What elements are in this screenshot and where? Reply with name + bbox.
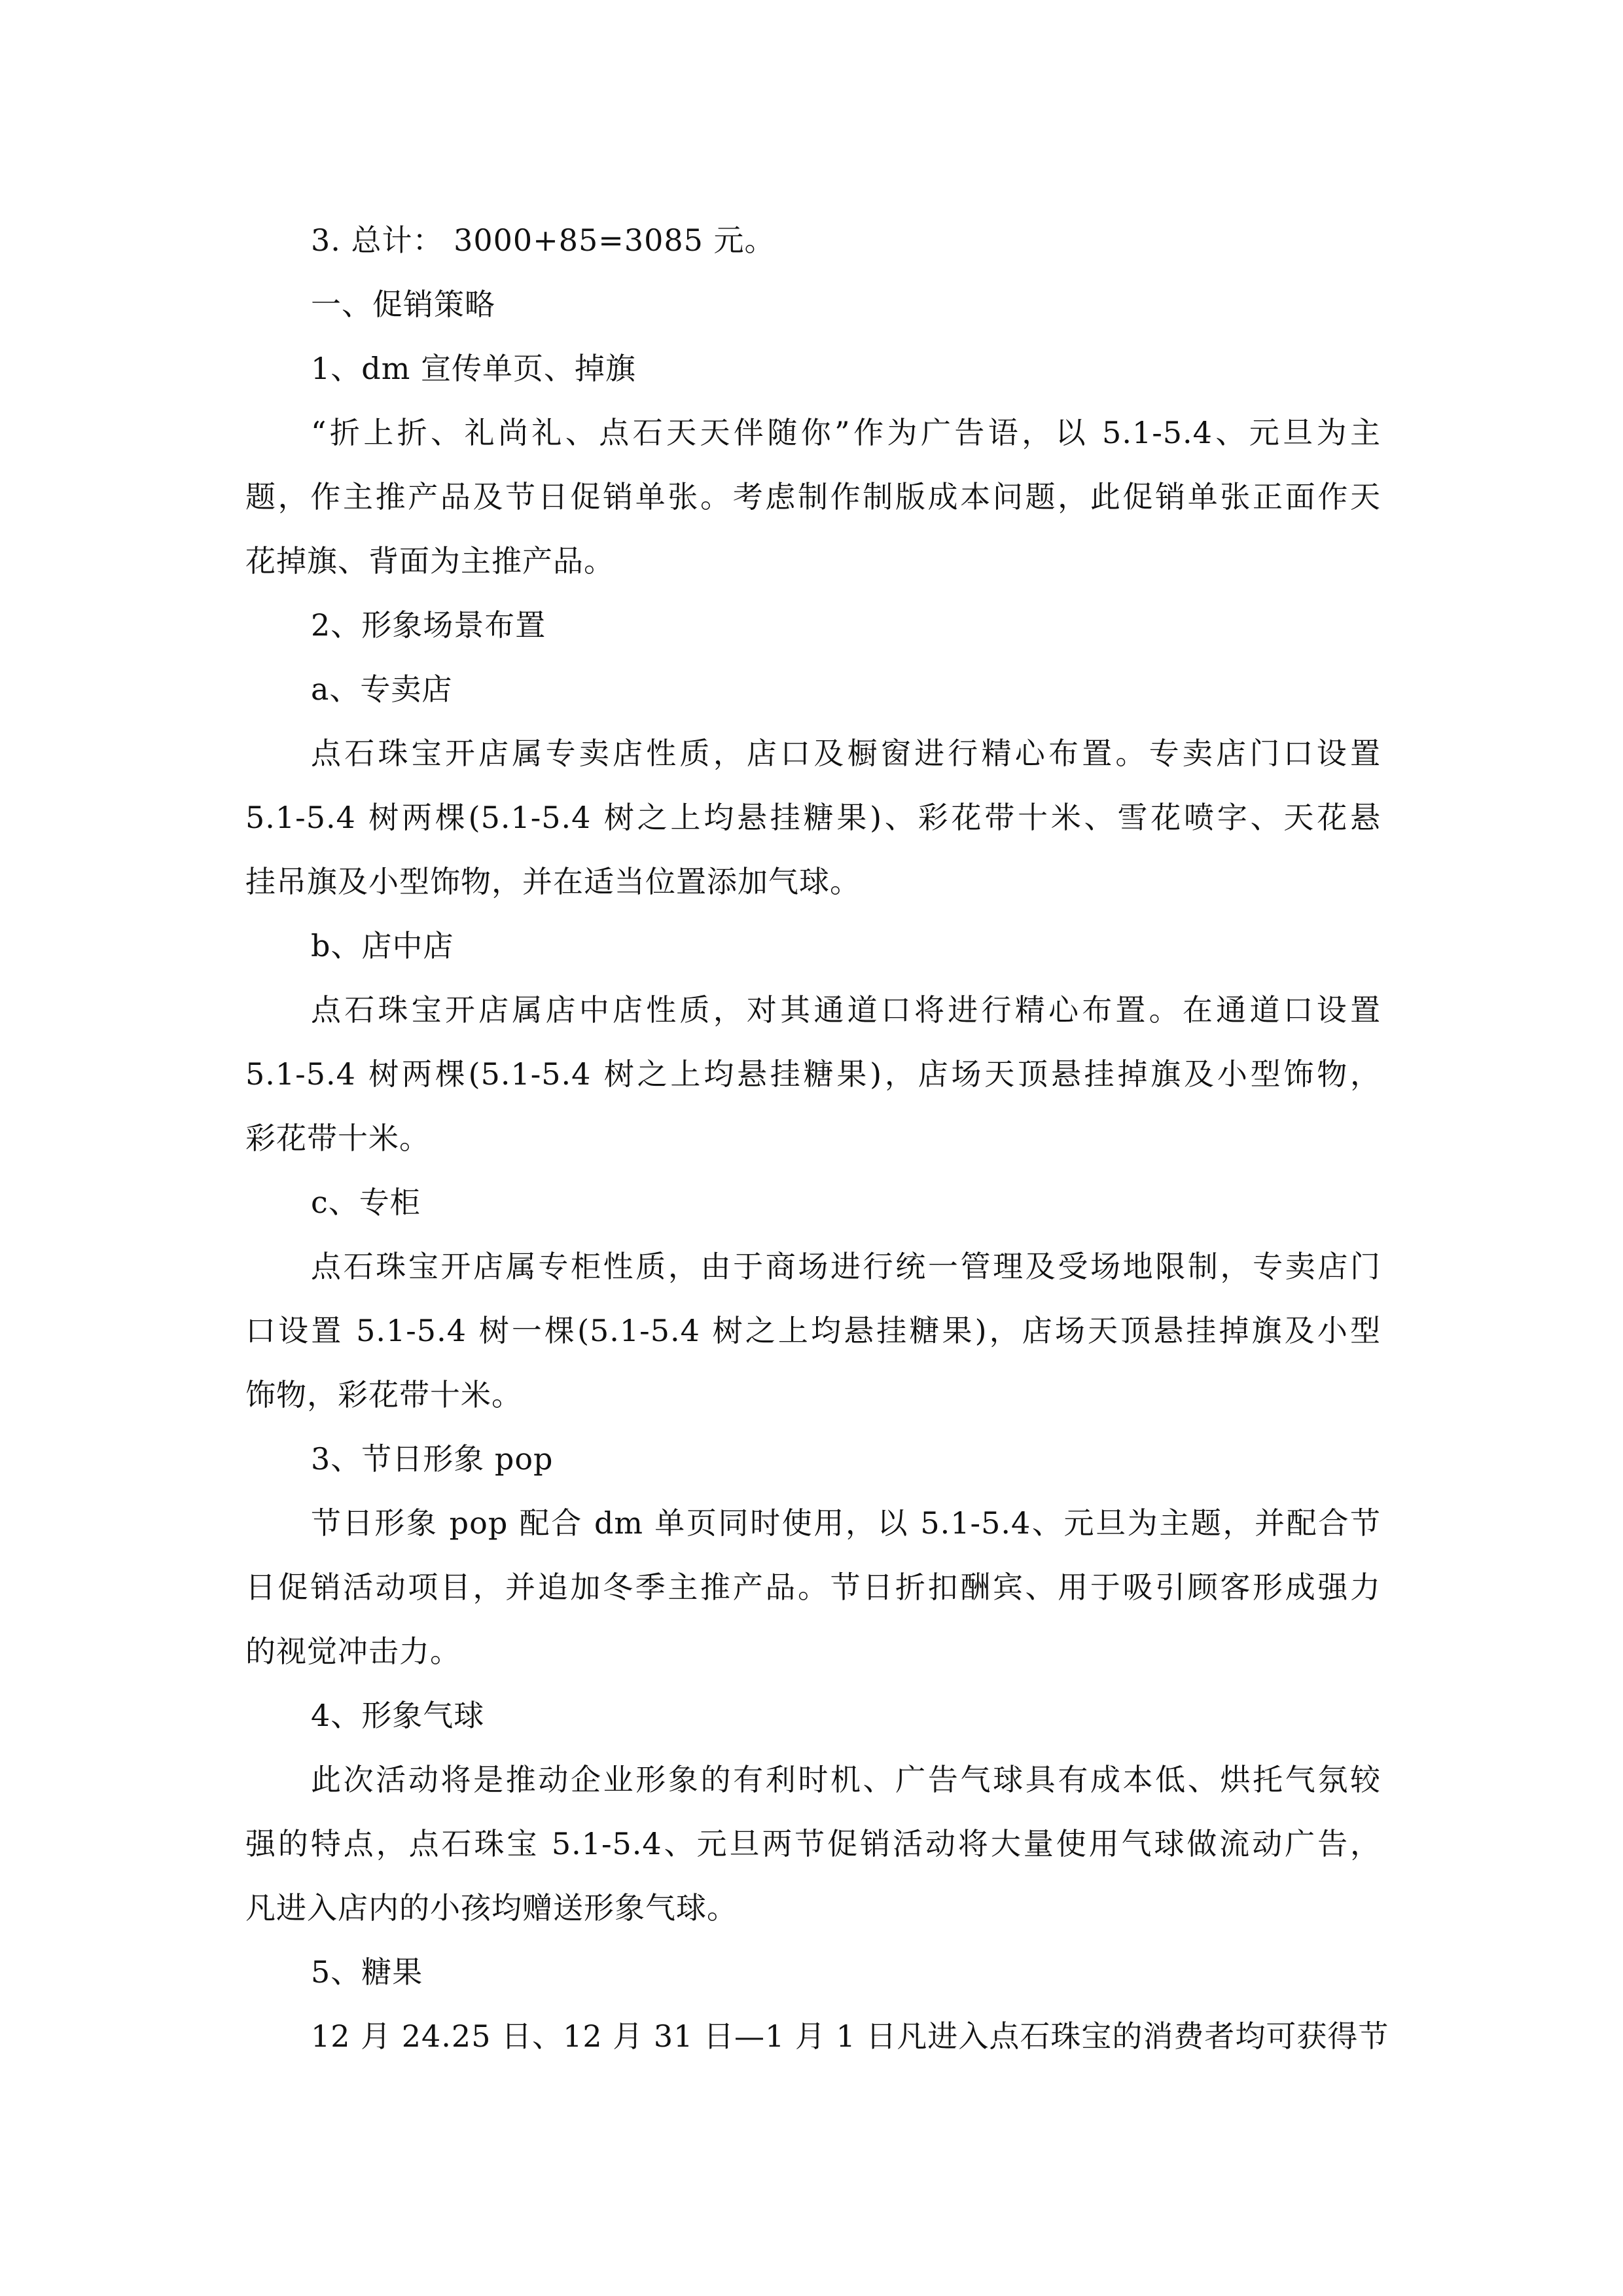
subheading-dm-flyer: 1、dm 宣传单页、掉旗 xyxy=(311,351,636,386)
subheading-counter: c、专柜 xyxy=(311,1185,421,1220)
paragraph-line: “折上折、礼尚礼、点石天天伴随你”作为广告语，以 5.1-5.4、元旦为主 xyxy=(311,415,1381,450)
subheading-candy: 5、糖果 xyxy=(311,1954,423,1990)
subheading-specialty-store: a、专卖店 xyxy=(311,672,453,707)
paragraph-line: 口设置 5.1-5.4 树一棵(5.1-5.4 树之上均悬挂糖果)，店场天顶悬挂掉旗及小型 xyxy=(245,1313,1381,1348)
paragraph-line: 凡进入店内的小孩均赠送形象气球。 xyxy=(245,1890,738,1926)
subheading-scene-layout: 2、形象场景布置 xyxy=(311,607,546,643)
paragraph-line: 此次活动将是推动企业形象的有利时机、广告气球具有成本低、烘托气氛较 xyxy=(311,1762,1381,1797)
paragraph-line: 挂吊旗及小型饰物，并在适当位置添加气球。 xyxy=(245,864,861,899)
subheading-balloons: 4、形象气球 xyxy=(311,1698,485,1733)
subheading-shop-in-shop: b、店中店 xyxy=(311,928,454,963)
paragraph-line: 彩花带十米。 xyxy=(245,1121,430,1156)
paragraph-line: 花掉旗、背面为主推产品。 xyxy=(245,543,615,579)
paragraph-line: 日促销活动项目，并追加冬季主推产品。节日折扣酬宾、用于吸引顾客形成强力 xyxy=(245,1570,1381,1605)
section-heading-promotion-strategy: 一、促销策略 xyxy=(311,287,495,322)
paragraph-line: 饰物，彩花带十米。 xyxy=(245,1377,522,1412)
subheading-festival-pop: 3、节日形象 pop xyxy=(311,1441,554,1477)
paragraph-line: 的视觉冲击力。 xyxy=(245,1634,461,1669)
paragraph-line: 点石珠宝开店属专柜性质，由于商场进行统一管理及受场地限制，专卖店门 xyxy=(311,1249,1381,1284)
paragraph-line: 题，作主推产品及节日促销单张。考虑制作制版成本问题，此促销单张正面作天 xyxy=(245,479,1381,514)
paragraph-line: 12 月 24.25 日、12 月 31 日—1 月 1 日凡进入点石珠宝的消费者均可获得节 xyxy=(311,2018,1389,2054)
paragraph-line: 强的特点，点石珠宝 5.1-5.4、元旦两节促销活动将大量使用气球做流动广告， xyxy=(245,1826,1381,1861)
paragraph-line: 5.1-5.4 树两棵(5.1-5.4 树之上均悬挂糖果)、彩花带十米、雪花喷字、天花悬 xyxy=(245,800,1381,835)
document-body xyxy=(245,208,1389,2068)
paragraph-line: 5.1-5.4 树两棵(5.1-5.4 树之上均悬挂糖果)，店场天顶悬挂掉旗及小型饰物， xyxy=(245,1056,1381,1092)
paragraph-line: 节日形象 pop 配合 dm 单页同时使用，以 5.1-5.4、元旦为主题，并配合节 xyxy=(311,1505,1381,1541)
paragraph-line: 点石珠宝开店属专卖店性质，店口及橱窗进行精心布置。专卖店门口设置 xyxy=(311,736,1381,771)
paragraph-line: 点石珠宝开店属店中店性质，对其通道口将进行精心布置。在通道口设置 xyxy=(311,992,1381,1028)
total-cost-line: 3. 总计： 3000+85=3085 元。 xyxy=(311,223,776,258)
